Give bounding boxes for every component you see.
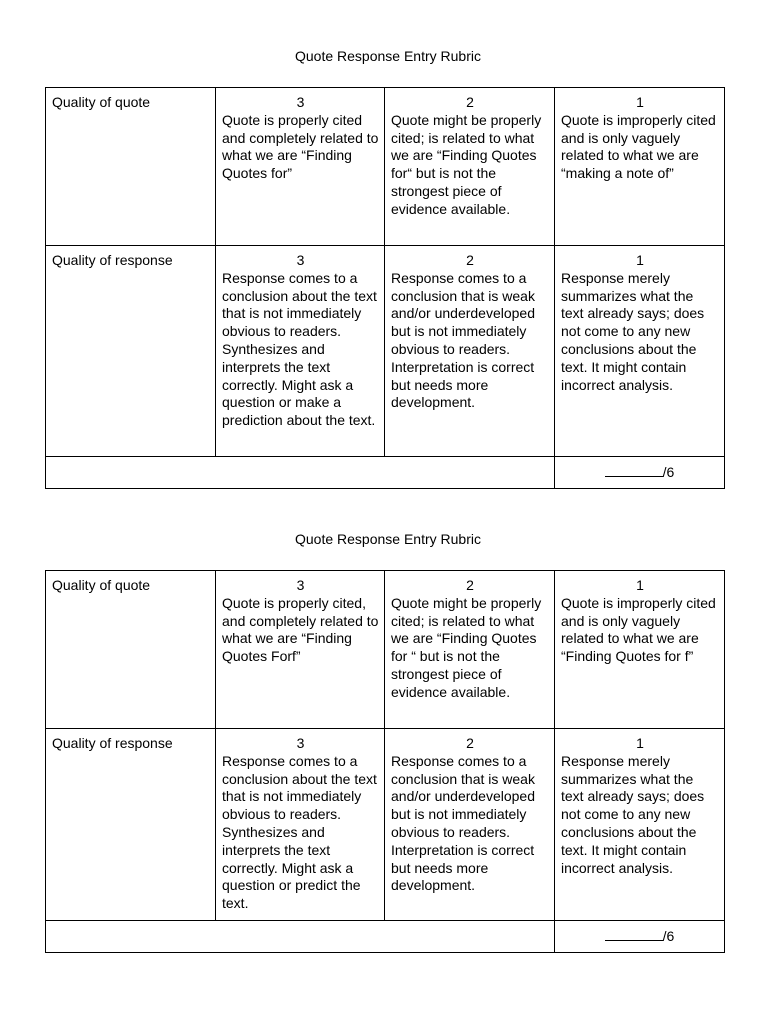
- total-score-label: /6: [662, 928, 675, 945]
- rubric-cell: [216, 571, 385, 729]
- score-label: 3: [296, 252, 305, 268]
- score-blank-line: [605, 927, 663, 941]
- table-row-quality-of-response: [46, 246, 725, 457]
- criteria-text: Response comes to a conclusion about the text that is not immediately obvious to readers. Synthesizes and interprets the text correctly. Might ask a question or make a prediction about the text.: [222, 269, 377, 429]
- criteria-text: Quote is properly cited and completely related to what we are “Finding Quotes for”: [222, 111, 379, 182]
- criteria-text: Response merely summarizes what the text already says; does not come to any new conclusions about the text. It might contain incorrect analysis.: [561, 269, 705, 393]
- rubric-table: [45, 570, 725, 953]
- score-label: 3: [296, 94, 305, 110]
- rubric-cell: [216, 729, 385, 921]
- rubric-cell: [555, 246, 725, 457]
- table-row-total: [46, 457, 725, 489]
- score-label: 2: [466, 577, 474, 593]
- score-label: 2: [466, 735, 474, 751]
- table-row-quality-of-quote: [46, 571, 725, 729]
- criteria-text: Response comes to a conclusion that is weak and/or underdeveloped but is not immediately obvious to readers. Interpretation is correct but needs more development.: [391, 269, 536, 411]
- score-label: 2: [466, 94, 474, 110]
- total-spacer-cell: [46, 921, 555, 953]
- total-score-cell: [555, 457, 725, 489]
- criteria-text: Quote is improperly cited and is only vaguely related to what we are “Finding Quotes for f”: [561, 594, 716, 665]
- rubric-cell: [216, 246, 385, 457]
- row-label: Quality of response: [46, 246, 216, 457]
- score-label: 1: [636, 577, 644, 593]
- total-score-cell: [555, 921, 725, 953]
- score-label: 2: [466, 252, 474, 268]
- rubric-cell: [385, 246, 555, 457]
- rubric-cell: [555, 729, 725, 921]
- total-score-label: /6: [662, 464, 675, 481]
- criteria-text: Quote might be properly cited; is related to what we are “Finding Quotes for“ but is not the strongest piece of evidence available.: [391, 111, 542, 217]
- score-label: 1: [636, 94, 644, 110]
- table-row-quality-of-response: [46, 729, 725, 921]
- score-label: 1: [636, 252, 644, 268]
- rubric-table: [45, 87, 725, 489]
- criteria-text: Response comes to a conclusion about the text that is not immediately obvious to readers. Synthesizes and interprets the text correctly. Might ask a question or predict the text.: [222, 752, 377, 912]
- row-label: Quality of quote: [46, 571, 216, 729]
- rubric-title: Quote Response Entry Rubric: [295, 48, 481, 64]
- table-row-total: [46, 921, 725, 953]
- rubric-cell: [385, 88, 555, 246]
- rubric-cell: [385, 729, 555, 921]
- table-row-quality-of-quote: [46, 88, 725, 246]
- total-spacer-cell: [46, 457, 555, 489]
- row-label: Quality of quote: [46, 88, 216, 246]
- score-label: 1: [636, 735, 644, 751]
- rubric-title: Quote Response Entry Rubric: [295, 531, 481, 547]
- criteria-text: Response merely summarizes what the text already says; does not come to any new conclusions about the text. It might contain incorrect analysis.: [561, 752, 705, 876]
- score-label: 3: [296, 577, 305, 593]
- criteria-text: Quote is properly cited, and completely related to what we are “Finding Quotes Forf”: [222, 594, 379, 665]
- rubric-cell: [385, 571, 555, 729]
- score-label: 3: [296, 735, 305, 751]
- criteria-text: Response comes to a conclusion that is weak and/or underdeveloped but is not immediately obvious to readers. Interpretation is correct but needs more development.: [391, 752, 536, 894]
- row-label: Quality of response: [46, 729, 216, 921]
- criteria-text: Quote is improperly cited and is only vaguely related to what we are “making a note of”: [561, 111, 716, 182]
- score-blank-line: [605, 463, 663, 477]
- rubric-cell: [555, 88, 725, 246]
- criteria-text: Quote might be properly cited; is related to what we are “Finding Quotes for “ but is not the strongest piece of evidence available.: [391, 594, 542, 700]
- rubric-cell: [216, 88, 385, 246]
- rubric-cell: [555, 571, 725, 729]
